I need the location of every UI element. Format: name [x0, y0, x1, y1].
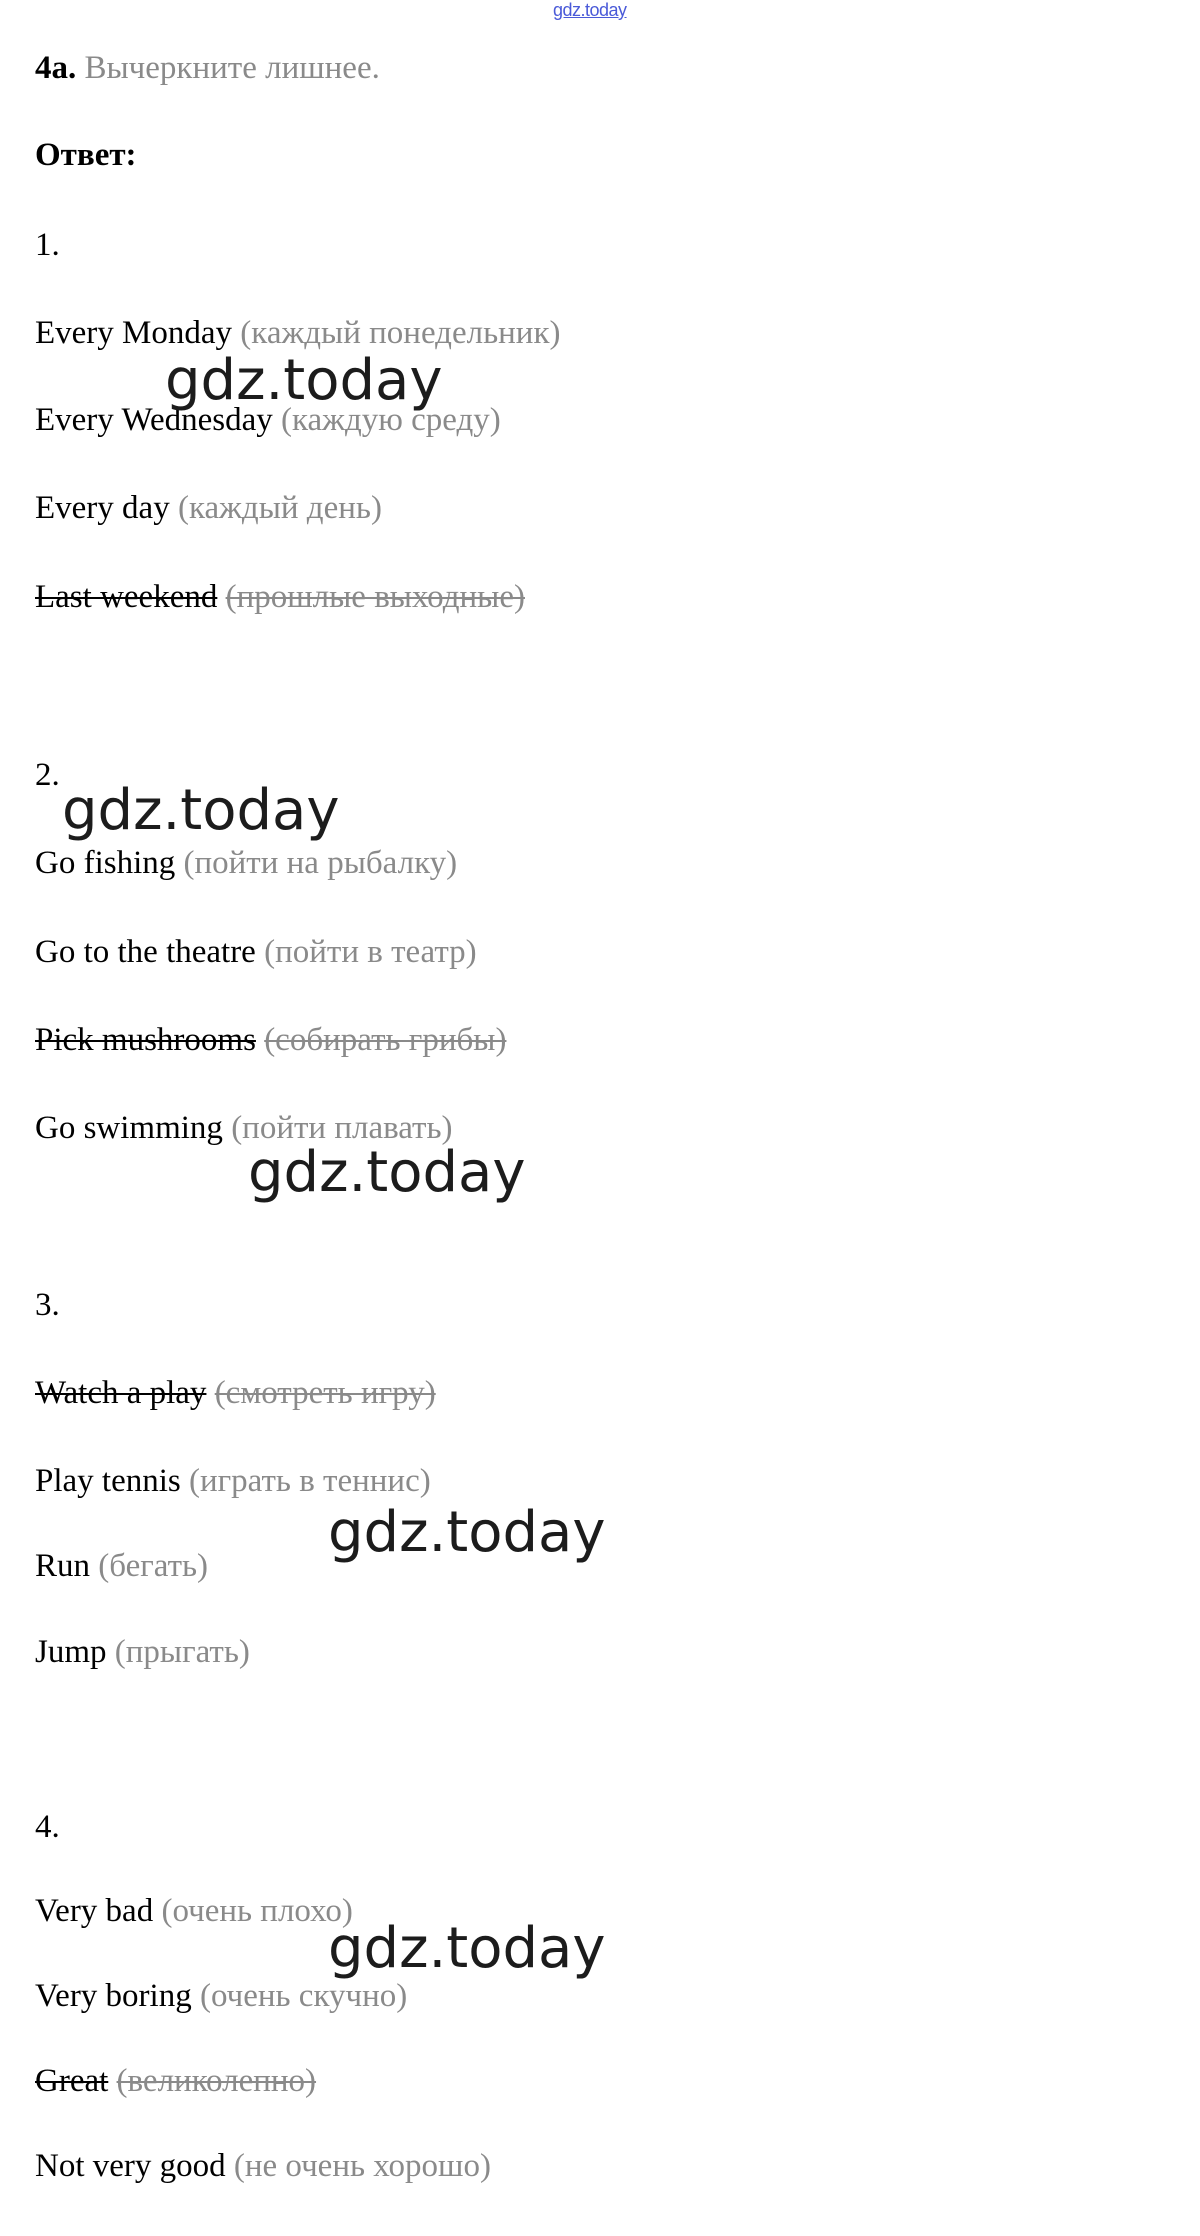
list-item-crossed-out: [35, 1373, 436, 1413]
item-russian: (бегать): [98, 1548, 209, 1584]
item-english: Watch a play: [35, 1375, 207, 1411]
item-english: Great: [35, 2063, 109, 2099]
item-russian: (каждый день): [177, 490, 382, 526]
item-russian: (очень плохо): [161, 1893, 353, 1929]
item-russian: (великолепно): [116, 2063, 317, 2099]
item-russian: (смотреть игру): [214, 1375, 436, 1411]
list-item: [35, 1632, 250, 1672]
group-number: 2.: [35, 757, 60, 793]
list-item-crossed-out: [35, 577, 525, 617]
list-item: [35, 488, 382, 528]
list-item: [35, 1461, 431, 1501]
item-english: Run: [35, 1548, 91, 1584]
item-english: Last weekend: [35, 579, 218, 615]
item-russian: (пойти в театр): [264, 934, 477, 970]
group-number: 1.: [35, 227, 60, 263]
group-number: 3.: [35, 1287, 60, 1323]
item-english: Every day: [35, 490, 170, 526]
item-english: Not very good: [35, 2148, 226, 2184]
watermark: gdz.today: [62, 778, 340, 843]
item-russian: (не очень хорошо): [233, 2148, 491, 2184]
list-item: [35, 1891, 353, 1931]
item-russian: (пойти на рыбалку): [183, 845, 458, 881]
item-russian: (прошлые выходные): [225, 579, 525, 615]
item-russian: (играть в теннис): [189, 1463, 431, 1499]
list-item: [35, 313, 560, 353]
item-english: Pick mushrooms: [35, 1022, 256, 1058]
top-watermark-link[interactable]: gdz.today: [553, 0, 627, 20]
item-russian: (собирать грибы): [264, 1022, 507, 1058]
answer-label: Ответ:: [35, 137, 137, 173]
task-number: 4a.: [35, 50, 77, 86]
item-english: Go fishing: [35, 845, 176, 881]
task-header: [35, 48, 380, 88]
list-item: [35, 843, 457, 883]
item-russian: (пойти плавать): [231, 1110, 453, 1146]
item-russian: (очень скучно): [199, 1978, 408, 2014]
item-english: Go to the theatre: [35, 934, 256, 970]
list-item: [35, 1546, 208, 1586]
watermark: gdz.today: [165, 348, 443, 413]
item-english: Very boring: [35, 1978, 192, 2014]
watermark: gdz.today: [328, 1500, 606, 1565]
list-item-crossed-out: [35, 2061, 316, 2101]
list-item: [35, 932, 477, 972]
list-item: [35, 1976, 407, 2016]
task-instruction: Вычеркните лишнее.: [84, 50, 380, 86]
group-number: 4.: [35, 1809, 60, 1845]
item-russian: (прыгать): [114, 1634, 250, 1670]
watermark: gdz.today: [328, 1916, 606, 1981]
item-russian: (каждую среду): [281, 402, 501, 438]
list-item: [35, 2146, 491, 2186]
item-russian: (каждый понедельник): [240, 315, 561, 351]
item-english: Every Monday: [35, 315, 233, 351]
watermark: gdz.today: [248, 1140, 526, 1205]
item-english: Go swimming: [35, 1110, 223, 1146]
list-item-crossed-out: [35, 1020, 506, 1060]
item-english: Every Wednesday: [35, 402, 273, 438]
item-english: Very bad: [35, 1893, 154, 1929]
item-english: Play tennis: [35, 1463, 181, 1499]
item-english: Jump: [35, 1634, 107, 1670]
